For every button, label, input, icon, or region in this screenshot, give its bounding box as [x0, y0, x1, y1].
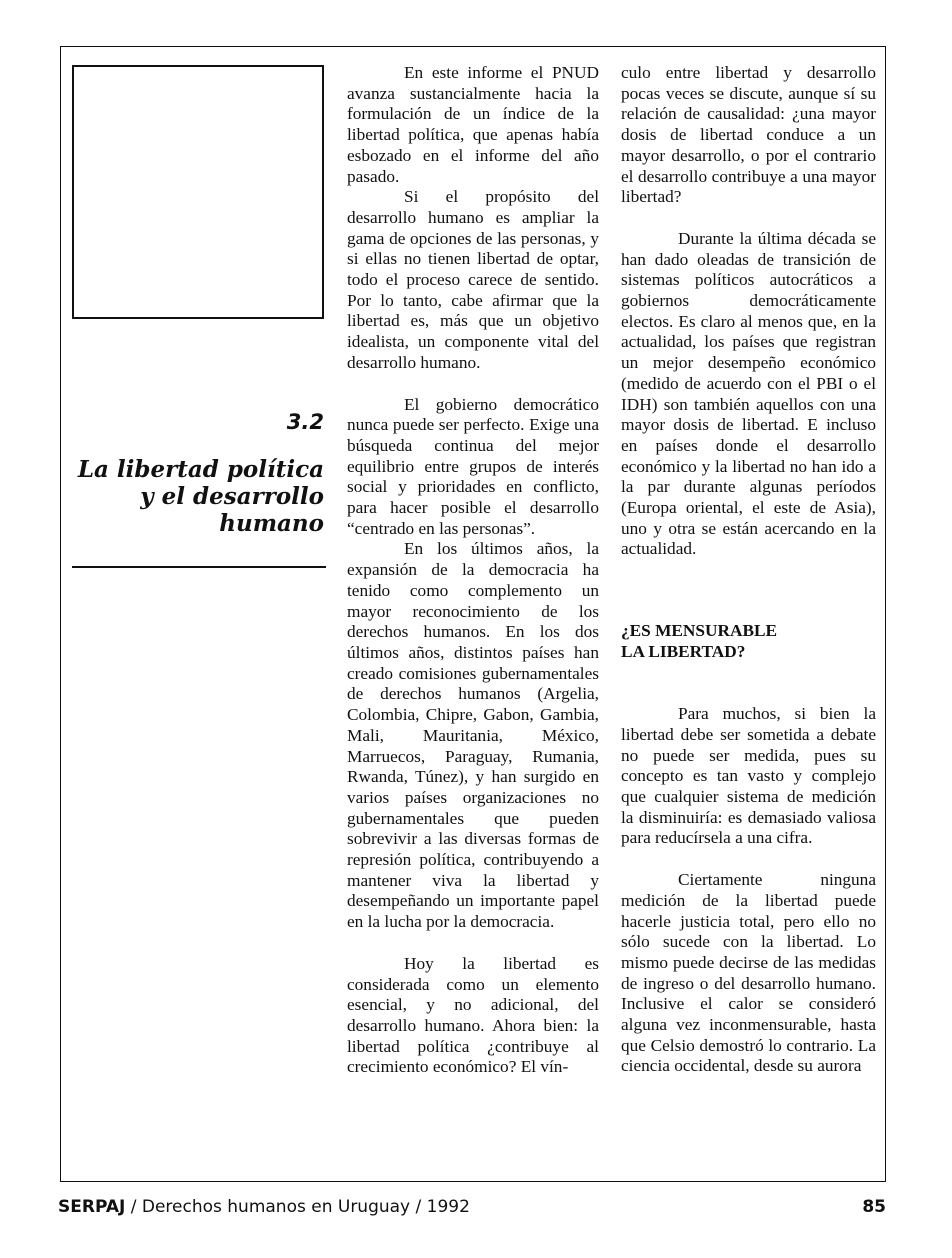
paragraph: Para muchos, si bien la libertad debe ser sometida a debate no puede ser medida, pues su concepto es tan vasto y complejo que cualquier sistema de medición la disminuiría: es demasiado valiosa para reducírsela a una cifra.	[621, 704, 876, 848]
footer-publication: / Derechos humanos en Uruguay / 1992	[125, 1197, 470, 1217]
paragraph: En este informe el PNUD avanza sustancialmente hacia la formulación de un índice de la libertad política, que apenas había esbozado en el informe del año pasado.	[347, 63, 599, 186]
section-title-line: y el desarrollo	[140, 483, 324, 510]
text-column-2	[621, 63, 876, 1077]
subsection-heading	[621, 620, 876, 662]
section-divider	[72, 566, 326, 568]
footer-publisher: SERPAJ	[58, 1197, 126, 1217]
paragraph: El gobierno democrático nunca puede ser perfecto. Exige una búsqueda continua del mejor equilibrio entre grupos de interés social y prioridades en conflicto, para hacer posible el desarrollo “centrado en las personas”.	[347, 394, 599, 538]
section-title-line: humano	[219, 510, 324, 537]
footer-source	[58, 1197, 470, 1217]
paragraph: En los últimos años, la expansión de la democracia ha tenido como complemento un mayor reconocimiento de los derechos humanos. En los dos últimos años, distintos países han creado comisiones gubernamentales de derechos humanos (Argelia, Colombia, Chipre, Gabon, Gambia, Mali, Mauritania, México, Marruecos, Paraguay, Rumania, Rwanda, Túnez), y han surgido en varios países organizaciones no gubernamentales que pueden sobrevivir a las diversas formas de represión política, contribuyendo a mantener viva la libertad y desempeñando un importante papel en la lucha por la democracia.	[347, 539, 599, 932]
section-title	[60, 456, 324, 537]
image-placeholder-box	[72, 65, 324, 319]
section-number: 3.2	[286, 410, 324, 434]
section-title-line: La libertad política	[77, 456, 324, 483]
paragraph: culo entre libertad y desarrollo pocas veces se discute, aunque sí su relación de causalidad: ¿una mayor dosis de libertad conduce a un mayor desarrollo, o por el contrario el desarrollo contribuye a una mayor libertad?	[621, 63, 876, 207]
page-number: 85	[862, 1197, 886, 1217]
paragraph: Si el propósito del desarrollo humano es ampliar la gama de opciones de las personas, y si ellas no tienen libertad de optar, todo el proceso carece de sentido. Por lo tanto, cabe afirmar que la libertad es, más que un objetivo idealista, un componente vital del desarrollo humano.	[347, 187, 599, 372]
heading-line: ¿ES MENSURABLE	[621, 621, 778, 641]
paragraph: Hoy la libertad es considerada como un elemento esencial, y no adicional, del desarrollo humano. Ahora bien: la libertad política ¿contribuye al crecimiento económico? El vín-	[347, 953, 599, 1077]
paragraph: Durante la última década se han dado oleadas de transición de sistemas políticos autocráticos a gobiernos democráticamente electos. Es claro al menos que, en la actualidad, los países que registran un mejor desempeño económico (medido de acuerdo con el PBI o el IDH) son también aquellos con una mayor dosis de libertad. E incluso en países donde el desarrollo económico y la libertad no han ido a la par durante algunas períodos (Europa oriental, el este de Asia), uno y otra se están acercando en la actualidad.	[621, 228, 876, 559]
heading-line: LA LIBERTAD?	[621, 642, 746, 662]
text-column-1	[347, 63, 599, 1078]
paragraph: Ciertamente ninguna medición de la libertad puede hacerle justicia total, pero ello no sólo sucede con la libertad. Lo mismo puede decirse de las medidas de ingreso o del desarrollo humano. Inclusive el calor se consideró alguna vez inconmensurable, hasta que Celsio demostró lo contrario. La ciencia occidental, desde su aurora	[621, 870, 876, 1076]
